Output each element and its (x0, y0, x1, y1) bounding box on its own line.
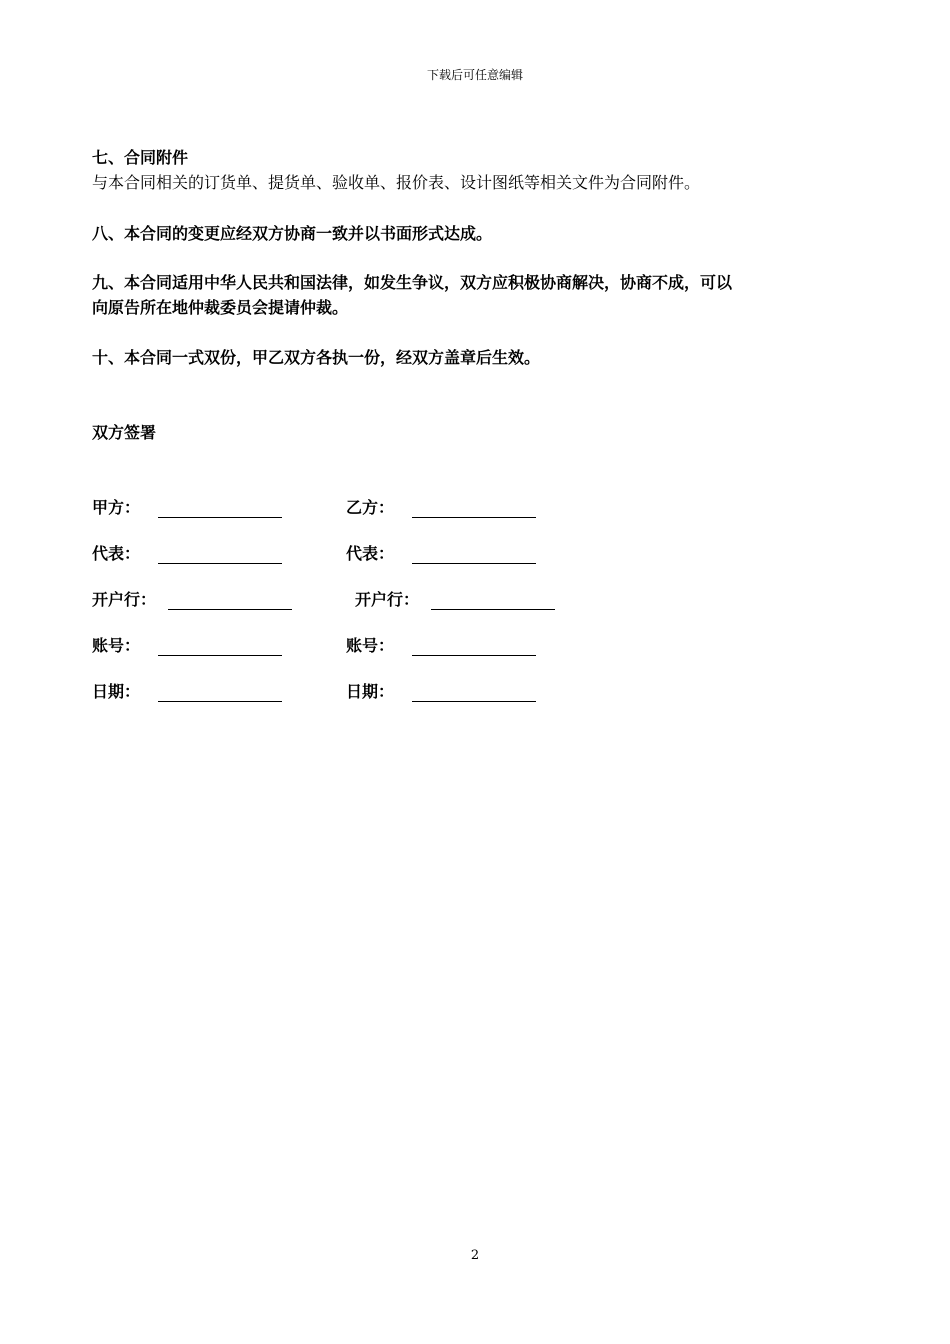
page-number: 2 (470, 1248, 480, 1263)
party-b-bank-row (355, 588, 419, 612)
party-b-account-label: 账号： (346, 636, 395, 655)
section-10: 十、本合同一式双份，甲乙双方各执一份，经双方盖章后生效。 (92, 348, 541, 367)
party-a-date-label: 日期： (92, 682, 141, 701)
party-b-rep-row (346, 542, 394, 566)
party-a-name-row (92, 496, 140, 520)
party-b-date-blank (412, 701, 536, 702)
party-a-name-blank (158, 517, 282, 518)
party-a-date-row (92, 680, 140, 704)
section-9-line-1: 九、本合同适用中华人民共和国法律，如发生争议，双方应积极协商解决，协商不成，可以 (92, 273, 733, 292)
section-7-title: 七、合同附件 (92, 148, 189, 167)
party-b-name-blank (412, 517, 536, 518)
party-b-name-row (346, 496, 394, 520)
section-7-body: 与本合同相关的订货单、提货单、验收单、报价表、设计图纸等相关文件为合同附件。 (92, 173, 701, 192)
party-a-account-label: 账号： (92, 636, 141, 655)
party-a-bank-row (92, 588, 156, 612)
section-8: 八、本合同的变更应经双方协商一致并以书面形式达成。 (92, 224, 493, 243)
party-b-rep-blank (412, 563, 536, 564)
party-a-account-row (92, 634, 140, 658)
party-b-account-blank (412, 655, 536, 656)
signature-title: 双方签署 (92, 423, 157, 442)
party-b-account-row (346, 634, 394, 658)
party-b-bank-blank (431, 609, 555, 610)
party-a-name-label: 甲方： (92, 498, 141, 517)
party-a-rep-row (92, 542, 140, 566)
party-a-rep-label: 代表： (92, 544, 141, 563)
party-a-bank-blank (168, 609, 292, 610)
party-b-bank-label: 开户行： (355, 590, 420, 609)
party-a-rep-blank (158, 563, 282, 564)
party-a-date-blank (158, 701, 282, 702)
party-b-name-label: 乙方： (346, 498, 395, 517)
section-9-line-2: 向原告所在地仲裁委员会提请仲裁。 (92, 298, 349, 317)
page-header: 下载后可任意编辑 (426, 68, 523, 82)
party-b-date-row (346, 680, 394, 704)
party-a-bank-label: 开户行： (92, 590, 157, 609)
party-b-rep-label: 代表： (346, 544, 395, 563)
party-a-account-blank (158, 655, 282, 656)
party-b-date-label: 日期： (346, 682, 395, 701)
